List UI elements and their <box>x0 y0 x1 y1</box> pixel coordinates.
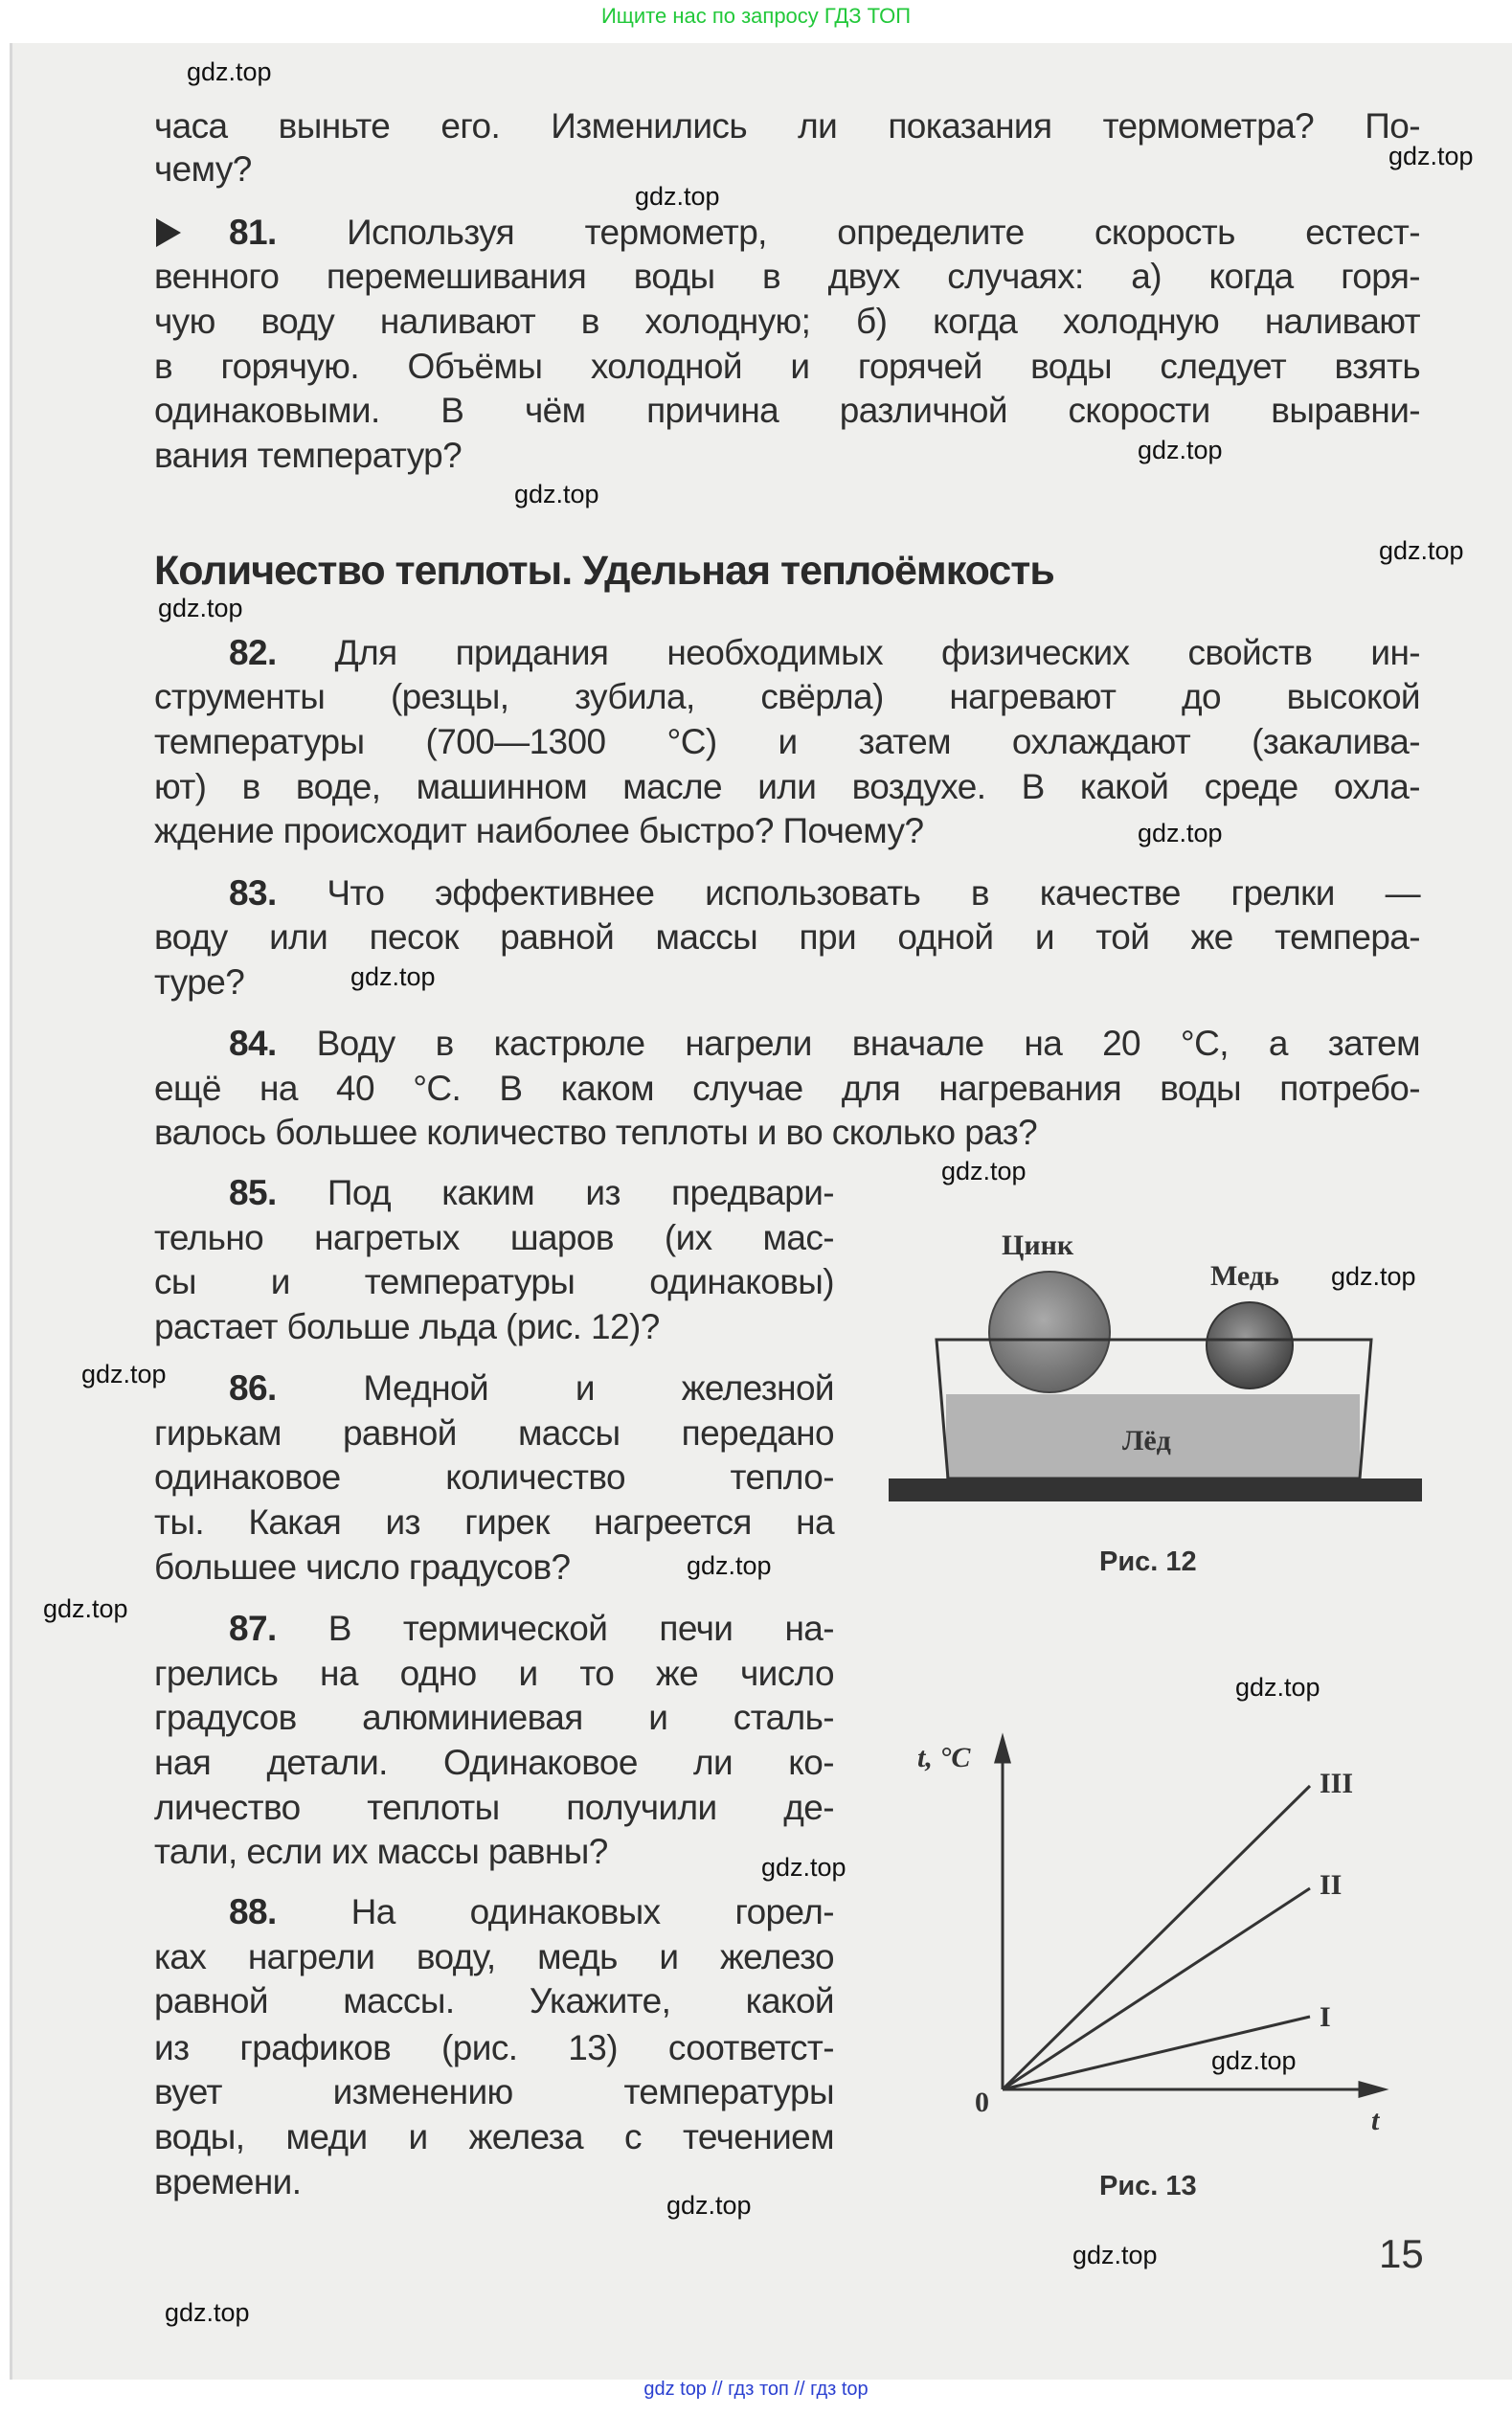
task-text: в горячую. Объёмы холодной и горячей воды следует взять <box>154 347 1420 386</box>
task-text: венного перемешивания воды в двух случаях: а) когда горя- <box>154 257 1420 296</box>
watermark: gdz.top <box>187 57 272 86</box>
page-number: 15 <box>1379 2231 1424 2276</box>
task-text: ждение происходит наиболее быстро? Почему? <box>154 811 924 850</box>
watermark: gdz.top <box>687 1551 772 1580</box>
copper-label: Медь <box>1210 1260 1279 1292</box>
task-text: грелись на одно и то же число <box>154 1654 834 1693</box>
watermark: gdz.top <box>1379 536 1464 565</box>
copper-ball <box>1207 1302 1293 1388</box>
watermark: gdz.top <box>350 962 436 991</box>
task-text: струменты (резцы, зубила, свёрла) нагревают до высокой <box>154 677 1420 716</box>
task-number: 82. <box>229 633 277 672</box>
task-number: 83. <box>229 873 277 913</box>
line-label-I: I <box>1320 2001 1331 2033</box>
task-text: ещё на 40 °С. В каком случае для нагревания воды потребо- <box>154 1069 1420 1108</box>
graph-line-III <box>1003 1786 1310 2089</box>
task-text: градусов алюминиевая и сталь- <box>154 1698 834 1737</box>
floor <box>889 1478 1422 1501</box>
task-text: вует изменению температуры <box>154 2072 834 2111</box>
task-text: В термической печи на- <box>327 1609 834 1648</box>
watermark: gdz.top <box>635 182 720 211</box>
task-text: равной массы. Укажите, какой <box>154 1981 834 2020</box>
task-text: ют) в воде, машинном масле или воздухе. В какой среде охла- <box>154 767 1420 806</box>
task-number: 87. <box>229 1609 277 1648</box>
x-axis-arrow <box>1360 2083 1384 2096</box>
task-text: ты. Какая из гирек нагреется на <box>154 1502 834 1542</box>
task-number: 86. <box>229 1368 277 1408</box>
footer-links[interactable]: gdz top // гдз топ // гдз top <box>643 2379 869 2400</box>
watermark: gdz.top <box>81 1360 167 1388</box>
task-text: из графиков (рис. 13) соответст- <box>154 2028 834 2067</box>
task-text: гирькам равной массы передано <box>154 1413 834 1453</box>
task-text: тали, если их массы равны? <box>154 1832 608 1871</box>
task-text: Воду в кастрюле нагрели вначале на 20 °С, а затем <box>316 1024 1420 1063</box>
task-text: туре? <box>154 962 245 1002</box>
origin-label: 0 <box>975 2087 989 2118</box>
task-text: ках нагрели воду, медь и железо <box>154 1937 834 1976</box>
task-text: На одинаковых горел- <box>350 1892 834 1931</box>
task-text: Медной и железной <box>363 1368 834 1408</box>
watermark: gdz.top <box>1235 1673 1320 1702</box>
zinc-label: Цинк <box>1002 1230 1074 1261</box>
y-axis-arrow <box>996 1738 1009 1762</box>
task-text: температуры (700—1300 °С) и затем охлаждают (закалива- <box>154 722 1420 761</box>
watermark: gdz.top <box>1211 2046 1297 2075</box>
section-heading: Количество теплоты. Удельная теплоёмкость <box>154 548 1054 594</box>
task-text: воды, меди и железа с течением <box>154 2117 834 2156</box>
task-text: одинаковое количество тепло- <box>154 1457 834 1497</box>
task-text: Что эффективнее использовать в качестве грелки — <box>327 873 1420 913</box>
watermark: gdz.top <box>1388 142 1474 170</box>
task-text: Используя термометр, определите скорость естест- <box>347 213 1420 252</box>
task-text: личество теплоты получили де- <box>154 1788 834 1827</box>
watermark: gdz.top <box>1331 1262 1416 1291</box>
figure-13-caption: Рис. 13 <box>1099 2171 1197 2201</box>
task-text: чую воду наливают в холодную; б) когда холодную наливают <box>154 302 1420 341</box>
watermark: gdz.top <box>761 1853 846 1882</box>
task-number: 88. <box>229 1892 277 1931</box>
figure-12-caption: Рис. 12 <box>1099 1546 1197 1577</box>
x-axis-label: t <box>1371 2105 1380 2136</box>
watermark: gdz.top <box>941 1157 1027 1185</box>
watermark: gdz.top <box>1072 2241 1158 2269</box>
task-text: тельно нагретых шаров (их мас- <box>154 1218 834 1257</box>
watermark: gdz.top <box>514 480 599 508</box>
text-line: часа выньте его. Изменились ли показания термометра? По- <box>154 106 1420 146</box>
watermark: gdz.top <box>1138 819 1223 847</box>
watermark: gdz.top <box>43 1594 128 1623</box>
task-text: воду или песок равной массы при одной и той же темпера- <box>154 917 1420 957</box>
top-banner[interactable]: Ищите нас по запросу ГДЗ ТОП <box>600 4 912 28</box>
figure-13-labels <box>917 1742 1381 2201</box>
task-number: 85. <box>229 1173 277 1212</box>
task-text: одинаковыми. В чём причина различной скорости выравни- <box>154 391 1420 430</box>
task-text: большее число градусов? <box>154 1547 571 1587</box>
task-number: 81. <box>229 213 277 252</box>
line-label-II: II <box>1320 1869 1343 1901</box>
watermark: gdz.top <box>1138 436 1223 464</box>
task-text: вания температур? <box>154 436 463 475</box>
task-text: растает больше льда (рис. 12)? <box>154 1307 660 1346</box>
watermark: gdz.top <box>666 2191 752 2220</box>
task-text: валось большее количество теплоты и во сколько раз? <box>154 1113 1038 1152</box>
task-text: Под каким из предвари- <box>327 1173 834 1212</box>
zinc-ball <box>989 1272 1110 1392</box>
task-text: Для придания необходимых физических свойств ин- <box>334 633 1420 672</box>
line-label-III: III <box>1320 1768 1354 1799</box>
watermark: gdz.top <box>158 594 243 622</box>
ice-label: Лёд <box>1122 1425 1171 1456</box>
task-text: сы и температуры одинаковы) <box>154 1262 834 1301</box>
watermark: gdz.top <box>165 2298 250 2327</box>
task-text: времени. <box>154 2162 302 2201</box>
task-text: ная детали. Одинаковое ли ко- <box>154 1743 834 1782</box>
task-number: 84. <box>229 1024 277 1063</box>
y-axis-label: t, °C <box>917 1742 971 1773</box>
text-line: чему? <box>154 149 252 189</box>
